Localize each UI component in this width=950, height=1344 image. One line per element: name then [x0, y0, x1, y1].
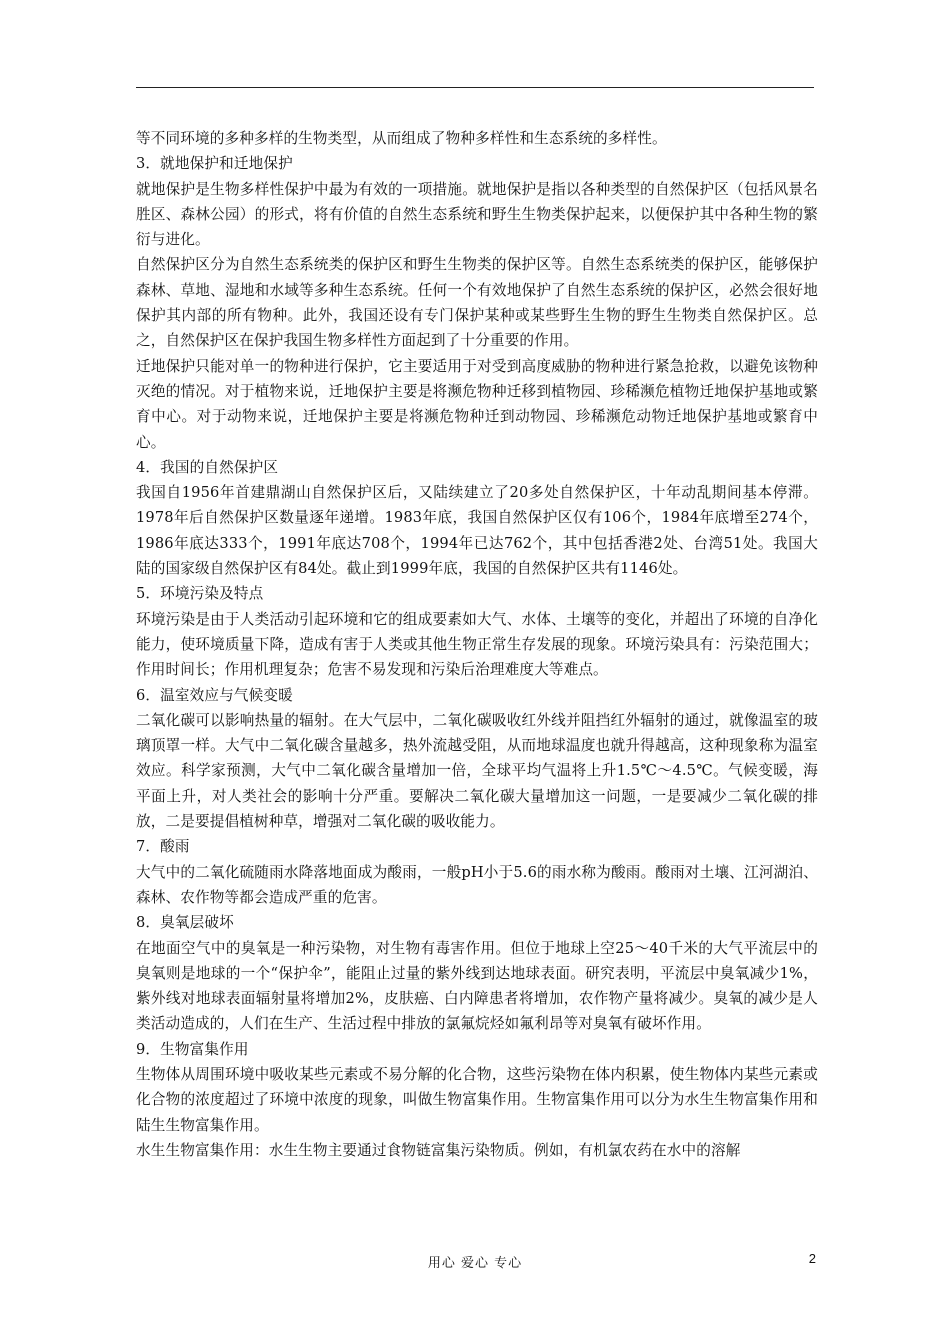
body-paragraph: 二氧化碳可以影响热量的辐射。在大气层中，二氧化碳吸收红外线并阻挡红外辐射的通过，就像温室的玻璃顶罩一样。大气中二氧化碳含量越多，热外流越受阻，从而地球温度也就升得越高，这种现象称为温室效应。科学家预测，大气中二氧化碳含量增加一倍，全球平均气温将上升1.5℃～4.5℃。气候变暖，海平面上升，对人类社会的影响十分严重。要解决二氧化碳大量增加这一问题，一是要减少二氧化碳的排放，二是要提倡植树种草，增强对二氧化碳的吸收能力。	[136, 711, 818, 831]
footer-slogan: 用心 爱心 专心	[427, 1256, 523, 1271]
body-paragraph: 我国自1956年首建鼎湖山自然保护区后，又陆续建立了20多处自然保护区，十年动乱期间基本停滞。1978年后自然保护区数量逐年递增。1983年底，我国自然保护区仅有106个，1984年底增至274个，1986年底达333个，1991年底达708个，1994年已达762个，其中包括香港2处、台湾51处。我国大陆的国家级自然保护区有84处。截止到1999年底，我国的自然保护区共有1146处。	[136, 484, 818, 578]
body-paragraph: 大气中的二氧化硫随雨水降落地面成为酸雨，一般pH小于5.6的雨水称为酸雨。酸雨对土壤、江河湖泊、森林、农作物等都会造成严重的危害。	[136, 863, 818, 906]
page-number: 2	[808, 1251, 816, 1266]
header-rule	[136, 87, 814, 88]
body-paragraph: 等不同环境的多种多样的生物类型，从而组成了物种多样性和生态系统的多样性。	[136, 130, 667, 147]
body-paragraph: 自然保护区分为自然生态系统类的保护区和野生生物类的保护区等。自然生态系统类的保护区，能够保护森林、草地、湿地和水域等多种生态系统。任何一个有效地保护了自然生态系统的保护区，必然会很好地保护其内部的所有物种。此外，我国还设有专门保护某种或某些野生生物的野生生物类自然保护区。总之，自然保护区在保护我国生物多样性方面起到了十分重要的作用。	[136, 256, 818, 350]
body-paragraph: 就地保护是生物多样性保护中最为有效的一项措施。就地保护是指以各种类型的自然保护区（包括风景名胜区、森林公园）的形式，将有价值的自然生态系统和野生生物类保护起来，以便保护其中各种生物的繁衍与进化。	[136, 180, 818, 249]
body-paragraph: 环境污染是由于人类活动引起环境和它的组成要素如大气、水体、土壤等的变化，并超出了环境的自净化能力，使环境质量下降，造成有害于人类或其他生物正常生存发展的现象。环境污染具有：污染范围大；作用时间长；作用机理复杂；危害不易发现和污染后治理难度大等难点。	[136, 610, 818, 679]
section-heading: 5．环境污染及特点	[136, 585, 264, 603]
section-heading: 3．就地保护和迁地保护	[136, 155, 293, 173]
section-heading: 7．酸雨	[136, 838, 190, 856]
section-heading: 6．温室效应与气候变暖	[136, 686, 293, 704]
section-heading: 8．臭氧层破坏	[136, 914, 234, 932]
body-paragraph: 生物体从周围环境中吸收某些元素或不易分解的化合物，这些污染物在体内积累，使生物体内某些元素或化合物的浓度超过了环境中浓度的现象，叫做生物富集作用。生物富集作用可以分为水生生物富集作用和陆生生物富集作用。	[136, 1065, 818, 1134]
body-paragraph: 迁地保护只能对单一的物种进行保护，它主要适用于对受到高度威胁的物种进行紧急抢救，以避免该物种灭绝的情况。对于植物来说，迁地保护主要是将濒危物种迁移到植物园、珍稀濒危植物迁地保护基地或繁育中心。对于动物来说，迁地保护主要是将濒危物种迁到动物园、珍稀濒危动物迁地保护基地或繁育中心。	[136, 357, 818, 451]
section-heading: 9．生物富集作用	[136, 1040, 249, 1058]
body-paragraph: 水生生物富集作用：水生生物主要通过食物链富集污染物质。例如，有机氯农药在水中的溶解	[136, 1141, 741, 1159]
body-paragraph: 在地面空气中的臭氧是一种污染物，对生物有毒害作用。但位于地球上空25～40千米的大气平流层中的臭氧则是地球的一个“保护伞”，能阻止过量的紫外线到达地球表面。研究表明，平流层中臭氧减少1%，紫外线对地球表面辐射量将增加2%，皮肤癌、白内障患者将增加，农作物产量将减少。臭氧的减少是人类活动造成的，人们在生产、生活过程中排放的氯氟烷烃如氟利昂等对臭氧有破坏作用。	[136, 939, 818, 1033]
section-heading: 4．我国的自然保护区	[136, 458, 279, 476]
document-body	[136, 126, 818, 1163]
